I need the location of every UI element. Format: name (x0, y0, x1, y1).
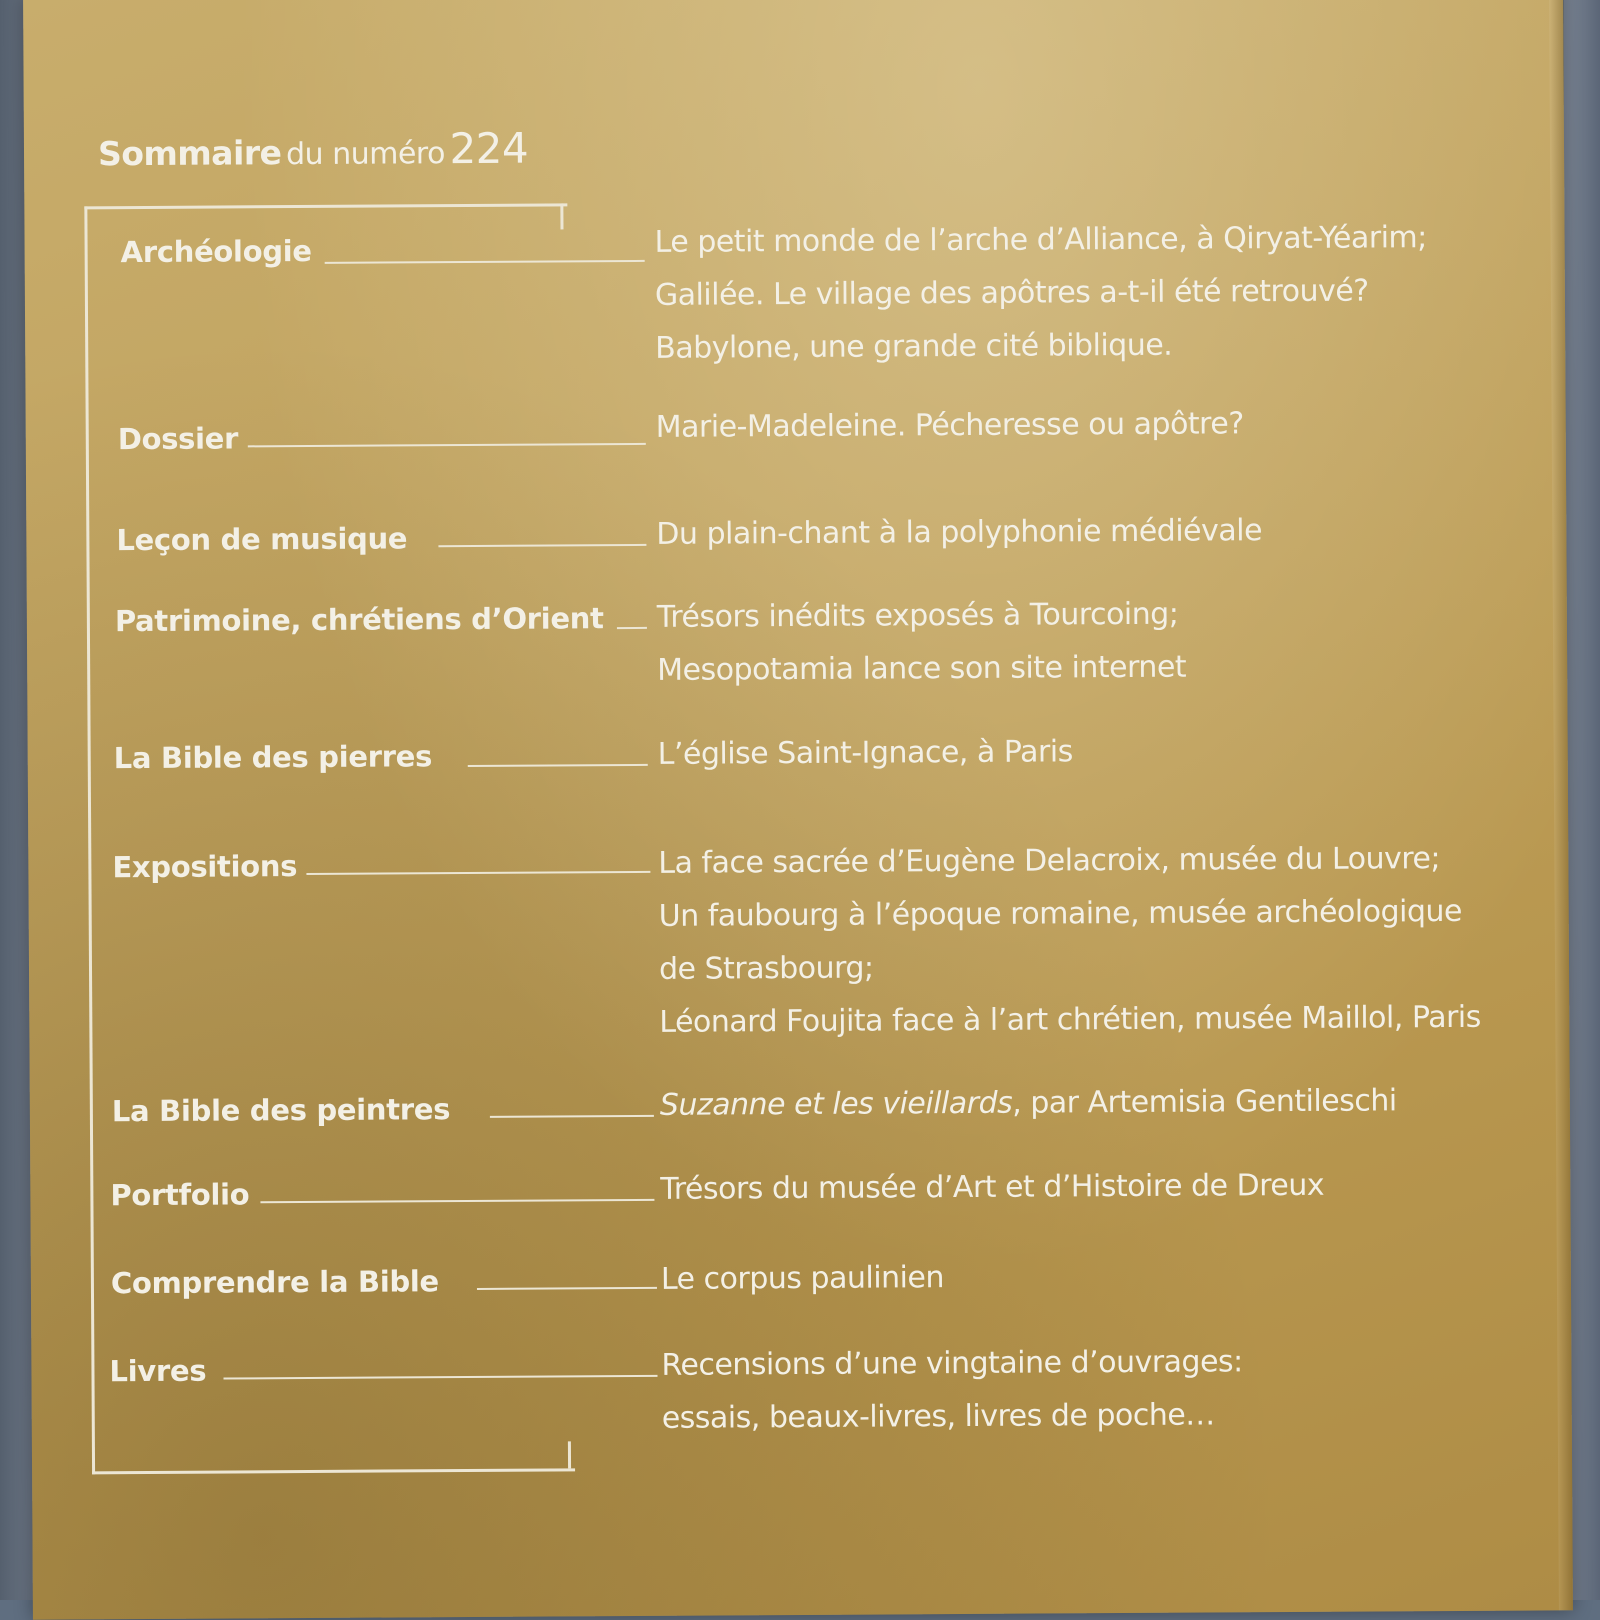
description-line: La face sacrée d’Eugène Delacroix, musée du Louvre; (658, 841, 1441, 881)
heading-sommaire: Sommaire (97, 133, 282, 174)
magazine-back-cover (23, 0, 1573, 1620)
frame-tick-bottom (568, 1441, 571, 1468)
description-line: de Strasbourg; (658, 950, 874, 987)
entry-description (656, 395, 1556, 453)
description-line: Marie-Madeleine. Pécheresse ou apôtre? (655, 406, 1244, 445)
entry-description (661, 1333, 1562, 1444)
description-line: Trésors inédits exposés à Tourcoing; (656, 596, 1179, 635)
entry-description (654, 210, 1555, 374)
section-label: Archéologie (120, 233, 312, 270)
description-line: Babylone, une grande cité biblique. (655, 327, 1173, 366)
description-line: Galilée. Le village des apôtres a-t-il été retrouvé? (654, 273, 1369, 313)
description-line: Léonard Foujita face à l’art chrétien, musée Maillol, Paris (659, 999, 1481, 1040)
section-label: Comprendre la Bible (110, 1264, 439, 1301)
section-label: La Bible des peintres (111, 1092, 451, 1129)
description-line: Le corpus paulinien (660, 1260, 945, 1297)
entry-description (661, 1247, 1561, 1305)
entry-description (658, 831, 1559, 1048)
description-line: essais, beaux-livres, livres de poche… (661, 1397, 1215, 1436)
section-label: Dossier (117, 421, 239, 457)
description-line: Recensions d’une vingtaine d’ouvrages: (661, 1344, 1243, 1383)
section-label: Portfolio (110, 1177, 250, 1213)
leader-line (617, 627, 647, 629)
description-line (660, 1073, 1560, 1131)
entry-description (658, 722, 1558, 780)
heading-du-numero: du numéro (285, 136, 446, 173)
description-line: Le petit monde de l’arche d’Alliance, à Qiryat-Yéarim; (654, 220, 1427, 260)
entry-description (656, 502, 1556, 560)
entry-description (657, 585, 1558, 696)
entry-description (660, 1073, 1560, 1131)
frame-tick-top (560, 203, 563, 229)
heading-issue-number: 224 (449, 123, 529, 174)
section-label: Livres (109, 1353, 207, 1389)
artwork-artist: , par Artemisia Gentileschi (1012, 1083, 1397, 1121)
section-label: Expositions (112, 849, 298, 885)
entry-description (660, 1157, 1560, 1215)
description-line: L’église Saint-Ignace, à Paris (657, 734, 1073, 772)
description-line: Un faubourg à l’époque romaine, musée archéologique (658, 893, 1463, 934)
description-line: Mesopotamia lance son site internet (657, 649, 1187, 688)
section-label: La Bible des pierres (113, 739, 433, 776)
section-label: Leçon de musique (116, 521, 408, 558)
artwork-title: Suzanne et les vieillards (659, 1085, 1013, 1123)
section-label: Patrimoine, chrétiens d’Orient (114, 601, 604, 639)
description-line: Du plain-chant à la polyphonie médiévale (656, 513, 1263, 552)
description-line: Trésors du musée d’Art et d’Histoire de Dreux (660, 1167, 1325, 1207)
contents-heading (98, 124, 528, 176)
